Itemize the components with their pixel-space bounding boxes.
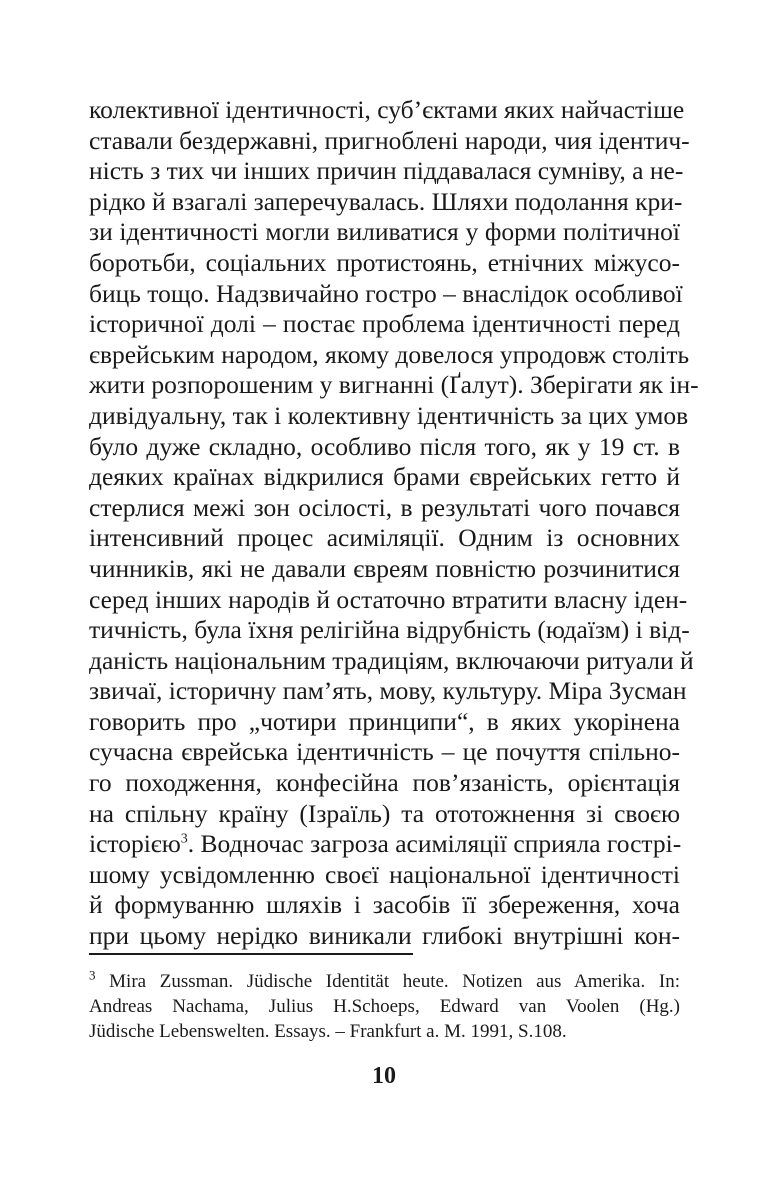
text-line: колективної ідентичності, суб’єктами яких найчастіше xyxy=(89,95,685,124)
text-line: звичаї, історичну пам’ять, мову, культуру. Міра Зусман xyxy=(89,676,687,706)
text-line: ставали бездержавні, пригноблені народи, чия ідентич- xyxy=(89,125,690,155)
text-line: на спільну країну (Ізраїль) та ототожнення зі своєю xyxy=(89,798,680,828)
text-line: деяких країнах відкрилися брами єврейських гетто й xyxy=(89,462,680,492)
text-segment: . Водночас загроза асиміляції сприяла гострі- xyxy=(187,829,682,859)
text-line: боротьби, соціальних протистоянь, етнічних міжусо- xyxy=(89,247,680,277)
text-line: серед інших народів й остаточно втратити власну іден- xyxy=(89,584,688,614)
text-line: інтенсивний процес асиміляції. Одним із основних xyxy=(89,523,680,553)
footnote-divider xyxy=(89,953,413,955)
page-number: 10 xyxy=(372,1063,396,1089)
text-line: й формуванню шляхів і засобів її збереження, хоча xyxy=(89,890,680,920)
text-line: даність національним традиціям, включаючи ритуали й xyxy=(89,645,694,675)
text-line: шому усвідомленню своєї національної ідентичності xyxy=(89,859,680,889)
text-line: історичної долі – постає проблема ідентичності перед xyxy=(89,309,680,339)
text-line: було дуже складно, особливо після того, як у 19 ст. в xyxy=(89,431,680,461)
text-line: сучасна єврейська ідентичність – це почуття спільно- xyxy=(89,737,680,767)
text-line: го походження, конфесійна пов’язаність, орієнтація xyxy=(89,768,680,798)
footnote-text: Mira Zussman. Jüdische Identität heute. Notizen aus Amerika. In: xyxy=(95,971,680,992)
footnote-line xyxy=(89,969,680,994)
footnote-reference: 3 xyxy=(180,831,188,847)
text-line: говорить про „чотири принципи“, в яких укорінена xyxy=(89,706,680,736)
main-text xyxy=(89,95,699,952)
text-line: при цьому нерідко виникали глибокі внутрішні кон- xyxy=(89,921,680,951)
footnote-mark: 3 xyxy=(89,967,96,983)
footnote-line: Andreas Nachama, Julius H.Schoeps, Edward van Voolen (Hg.) xyxy=(89,996,680,1017)
text-line: дивідуальну, так і колективну ідентичність за цих умов xyxy=(89,400,689,430)
text-line-with-footnote-ref xyxy=(89,829,680,860)
text-line: єврейським народом, якому довелося упродовж століть xyxy=(89,339,690,369)
footnote xyxy=(89,969,680,1044)
text-line: зи ідентичності могли виливатися у форми політичної xyxy=(89,217,680,247)
footnote-line: Jüdische Lebenswelten. Essays. – Frankfurt a. M. 1991, S.108. xyxy=(89,1021,567,1042)
text-line: тичність, була їхня релігійна відрубність (юдаїзм) і від- xyxy=(89,615,690,645)
text-line: рідко й взагалі заперечувалась. Шляхи подолання кри- xyxy=(89,186,683,216)
text-line: стерлися межі зон осілості, в результаті чого почався xyxy=(89,492,680,522)
text-line: биць тощо. Надзвичайно гостро – внаслідок особливої xyxy=(89,278,683,308)
text-line: чинників, які не давали євреям повністю розчинитися xyxy=(89,553,680,583)
text-line: жити розпорошеним у вигнанні (Ґалут). Зберігати як ін- xyxy=(89,370,699,400)
text-line: ність з тих чи інших причин піддавалася сумніву, а не- xyxy=(89,156,684,186)
text-segment: історією xyxy=(89,829,181,859)
